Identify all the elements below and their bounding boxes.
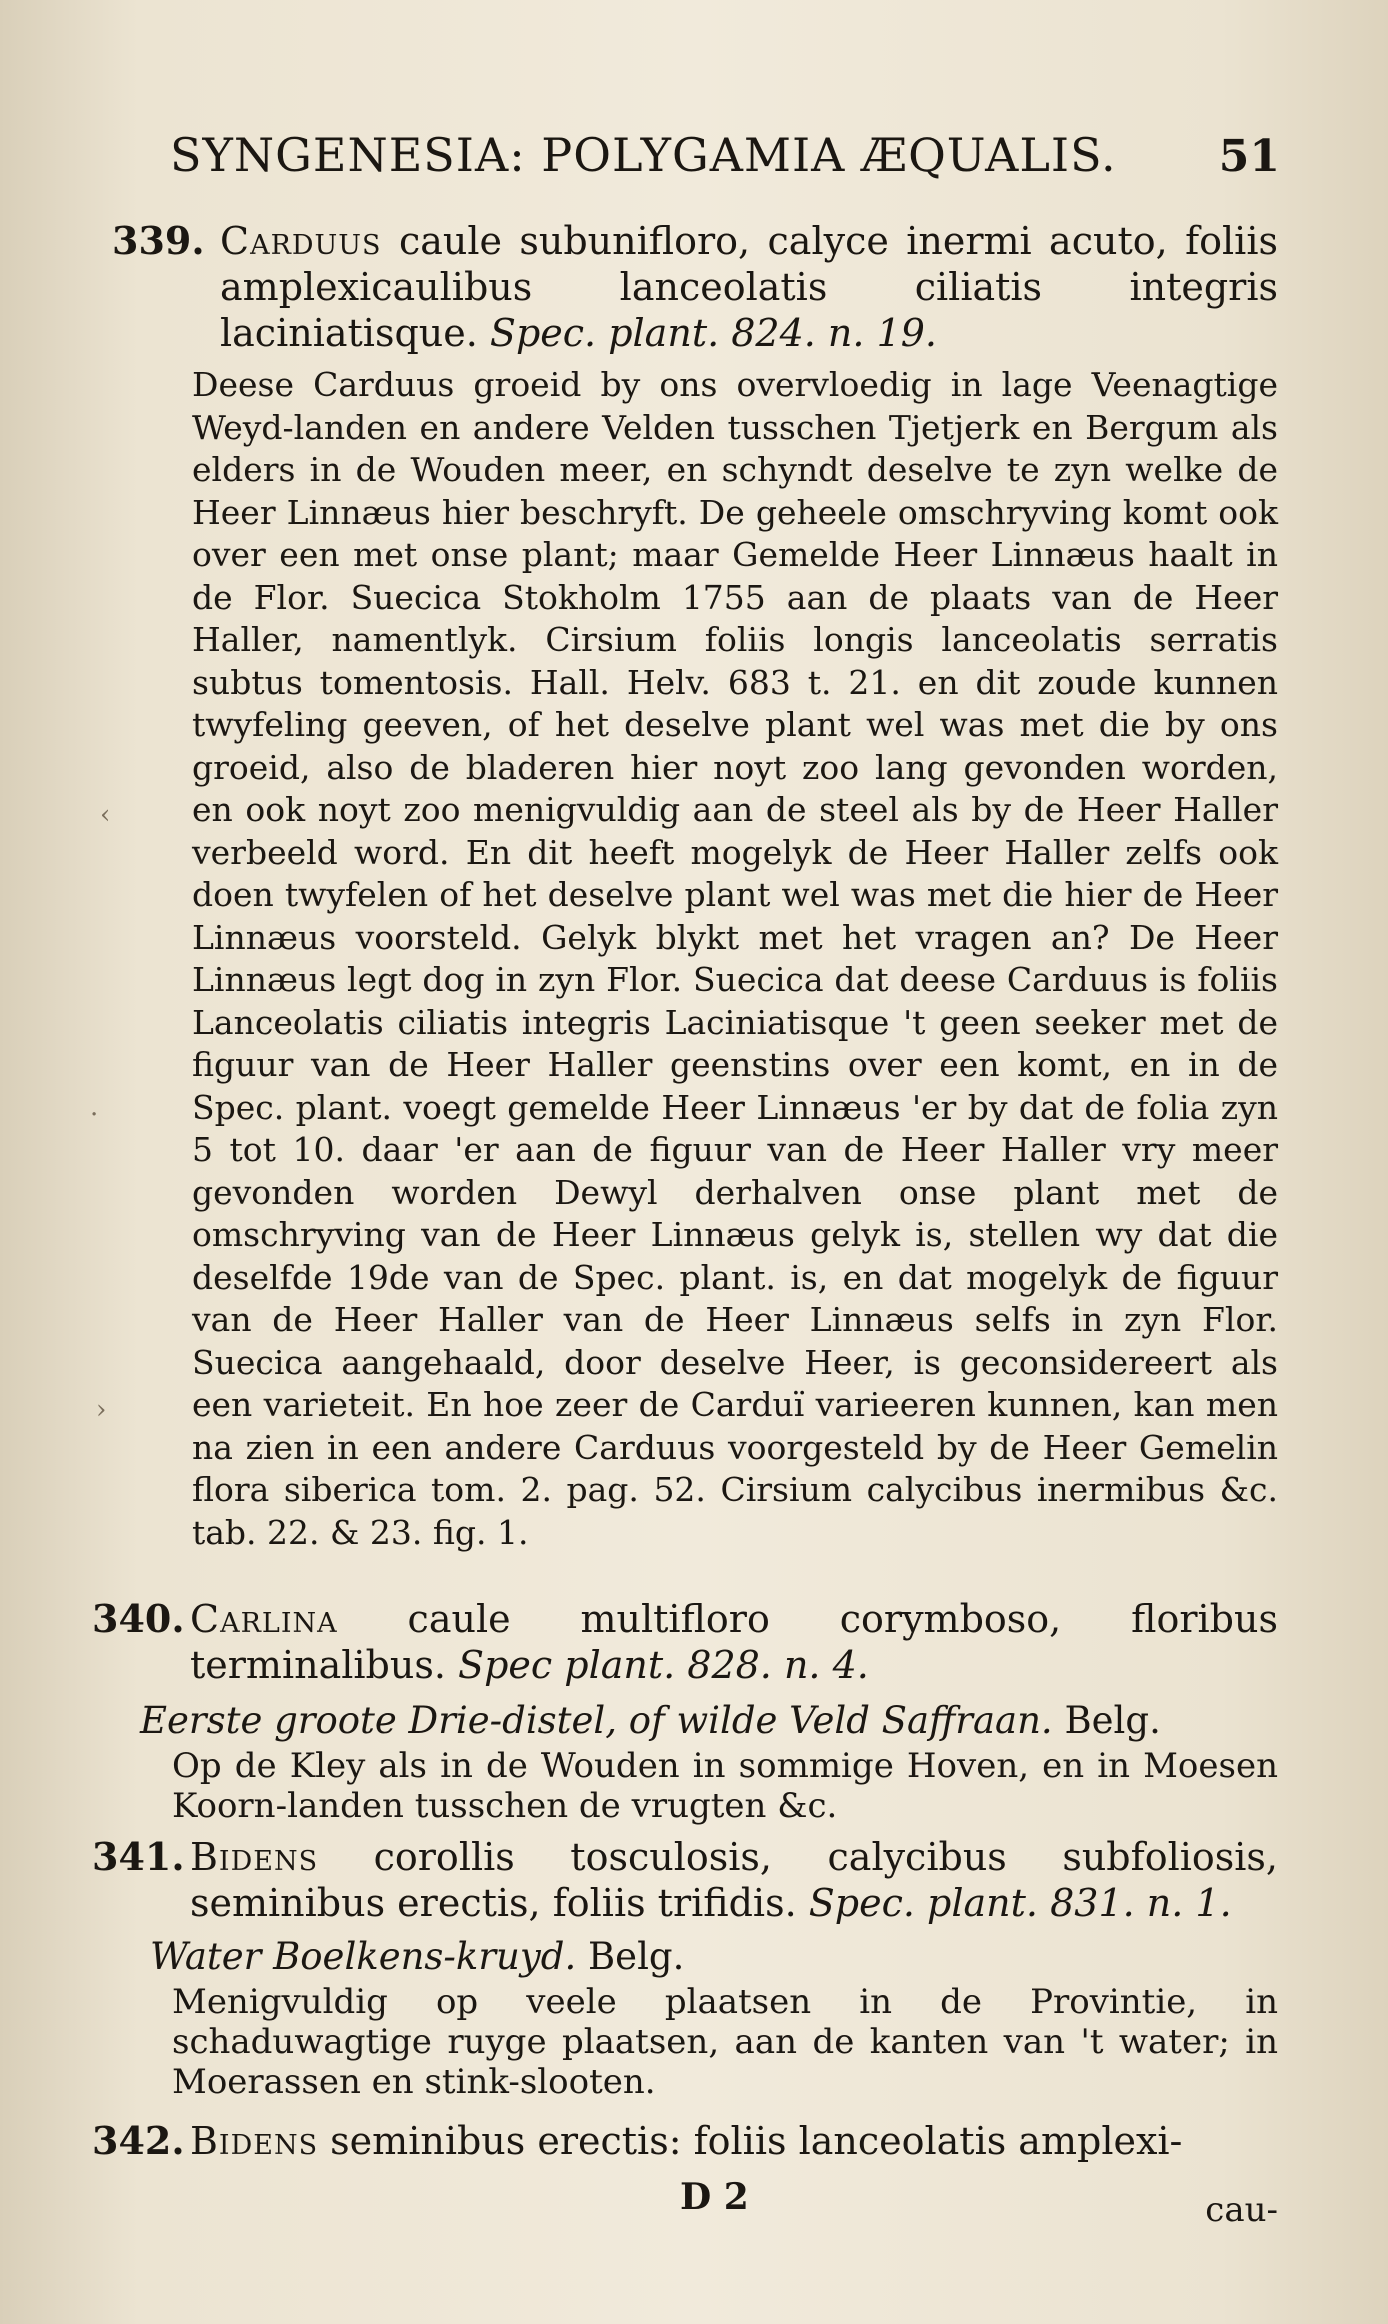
page-number: 51	[1218, 131, 1280, 182]
common-name-text: Eerste groote Drie-distel, of wilde Veld Saffraan.	[140, 1699, 1053, 1742]
entry-description: Menigvuldig op veele plaatsen in de Provintie, in schaduwagtige ruyge plaatsen, aan de kanten van 't water; in Moerassen en stink-slooten.	[172, 1982, 1278, 2102]
entry-342	[0, 2118, 1388, 2164]
entry-number: 340.	[92, 1596, 185, 1641]
entry-341	[0, 1834, 1388, 2102]
genus-name: Bidens	[190, 2119, 319, 2163]
margin-mark: ‹	[100, 800, 111, 830]
language-tag: Belg.	[1064, 1699, 1161, 1742]
latin-diagnosis: corollis tosculosis, calycibus subfoliosis, seminibus erectis, foliis trifidis.	[190, 1835, 1278, 1925]
latin-diagnosis: seminibus erectis: foliis lanceolatis amplexi-	[330, 2119, 1183, 2163]
entry-heading	[0, 218, 1388, 356]
entry-description: Deese Carduus groeid by ons overvloedig in lage Veenagtige Weyd-landen en andere Velden tusschen Tjetjerk en Bergum als elders in de Wouden meer, en schyndt deselve te zyn welke de Heer Linnæus hier beschryft. De geheele omschryving komt ook over een met onse plant; maar Gemelde Heer Linnæus haalt in de Flor. Suecica Stokholm 1755 aan de plaats van de Heer Haller, namentlyk. Cirsium foliis longis lanceolatis serratis subtus tomentosis. Hall. Helv. 683 t. 21. en dit zoude kunnen twyfeling geeven, of het deselve plant wel was met die by ons groeid, also de bladeren hier noyt zoo lang gevonden worden, en ook noyt zoo menigvuldig aan de steel als by de Heer Haller verbeeld word. En dit heeft mogelyk de Heer Haller zelfs ook doen twyfelen of het deselve plant wel was met die hier de Heer Linnæus voorsteld. Gelyk blykt met het vragen an? De Heer Linnæus legt dog in zyn Flor. Suecica dat deese Carduus is foliis Lanceolatis ciliatis integris Laciniatisque 't geen seeker met de figuur van de Heer Haller geenstins over een komt, en in de Spec. plant. voegt gemelde Heer Linnæus 'er by dat de folia zyn 5 tot 10. daar 'er aan de figuur van de Heer Haller vry meer gevonden worden Dewyl derhalven onse plant met de omschryving van de Heer Linnæus gelyk is, stellen wy dat die deselfde 19de van de Spec. plant. is, en dat mogelyk de figuur van de Heer Haller van de Heer Linnæus selfs in zyn Flor. Suecica aangehaald, door deselve Heer, is geconsidereert als een varieteit. En hoe zeer de Carduï varieeren kunnen, kan men na zien in een andere Carduus voorgesteld by de Heer Gemelin flora siberica tom. 2. pag. 52. Cirsium calycibus inermibus &c. tab. 22. & 23. fig. 1.	[192, 365, 1278, 1552]
species-reference: Spec plant. 828. n. 4.	[458, 1643, 869, 1687]
species-reference: Spec. plant. 824. n. 19.	[489, 311, 937, 355]
margin-mark: ›	[96, 1395, 107, 1425]
entry-heading	[0, 2118, 1388, 2164]
entry-number: 339.	[112, 218, 205, 263]
entry-heading	[0, 1834, 1388, 1926]
running-header	[170, 128, 1280, 182]
latin-diagnosis: caule multifloro corymboso, floribus terminalibus.	[190, 1597, 1278, 1687]
entry-number: 341.	[92, 1834, 185, 1879]
entry-339	[0, 218, 1388, 1554]
common-name	[140, 1696, 1278, 1746]
species-reference: Spec. plant. 831. n. 1.	[808, 1881, 1232, 1925]
genus-name: Carduus	[220, 219, 382, 263]
common-name-text: Water Boelkens-kruyd.	[150, 1935, 577, 1978]
running-title: SYNGENESIA: POLYGAMIA ÆQUALIS.	[170, 128, 1117, 182]
common-name	[150, 1932, 1278, 1982]
language-tag: Belg.	[587, 1935, 685, 1978]
margin-mark: ·	[90, 1100, 99, 1130]
signature-mark: D 2	[680, 2176, 749, 2218]
entry-description: Op de Kley als in de Wouden in sommige Hoven, en in Moesen Koorn-landen tusschen de vrugten &c.	[172, 1746, 1278, 1826]
entry-340	[0, 1596, 1388, 1826]
entry-number: 342.	[92, 2118, 185, 2163]
entry-heading	[0, 1596, 1388, 1688]
latin-diagnosis: caule subunifloro, calyce inermi acuto, foliis amplexicaulibus lanceolatis ciliatis integris laciniatisque.	[220, 219, 1278, 355]
catchword: cau-	[1205, 2190, 1278, 2230]
genus-name: Bidens	[190, 1835, 319, 1879]
genus-name: Carlina	[190, 1597, 338, 1641]
